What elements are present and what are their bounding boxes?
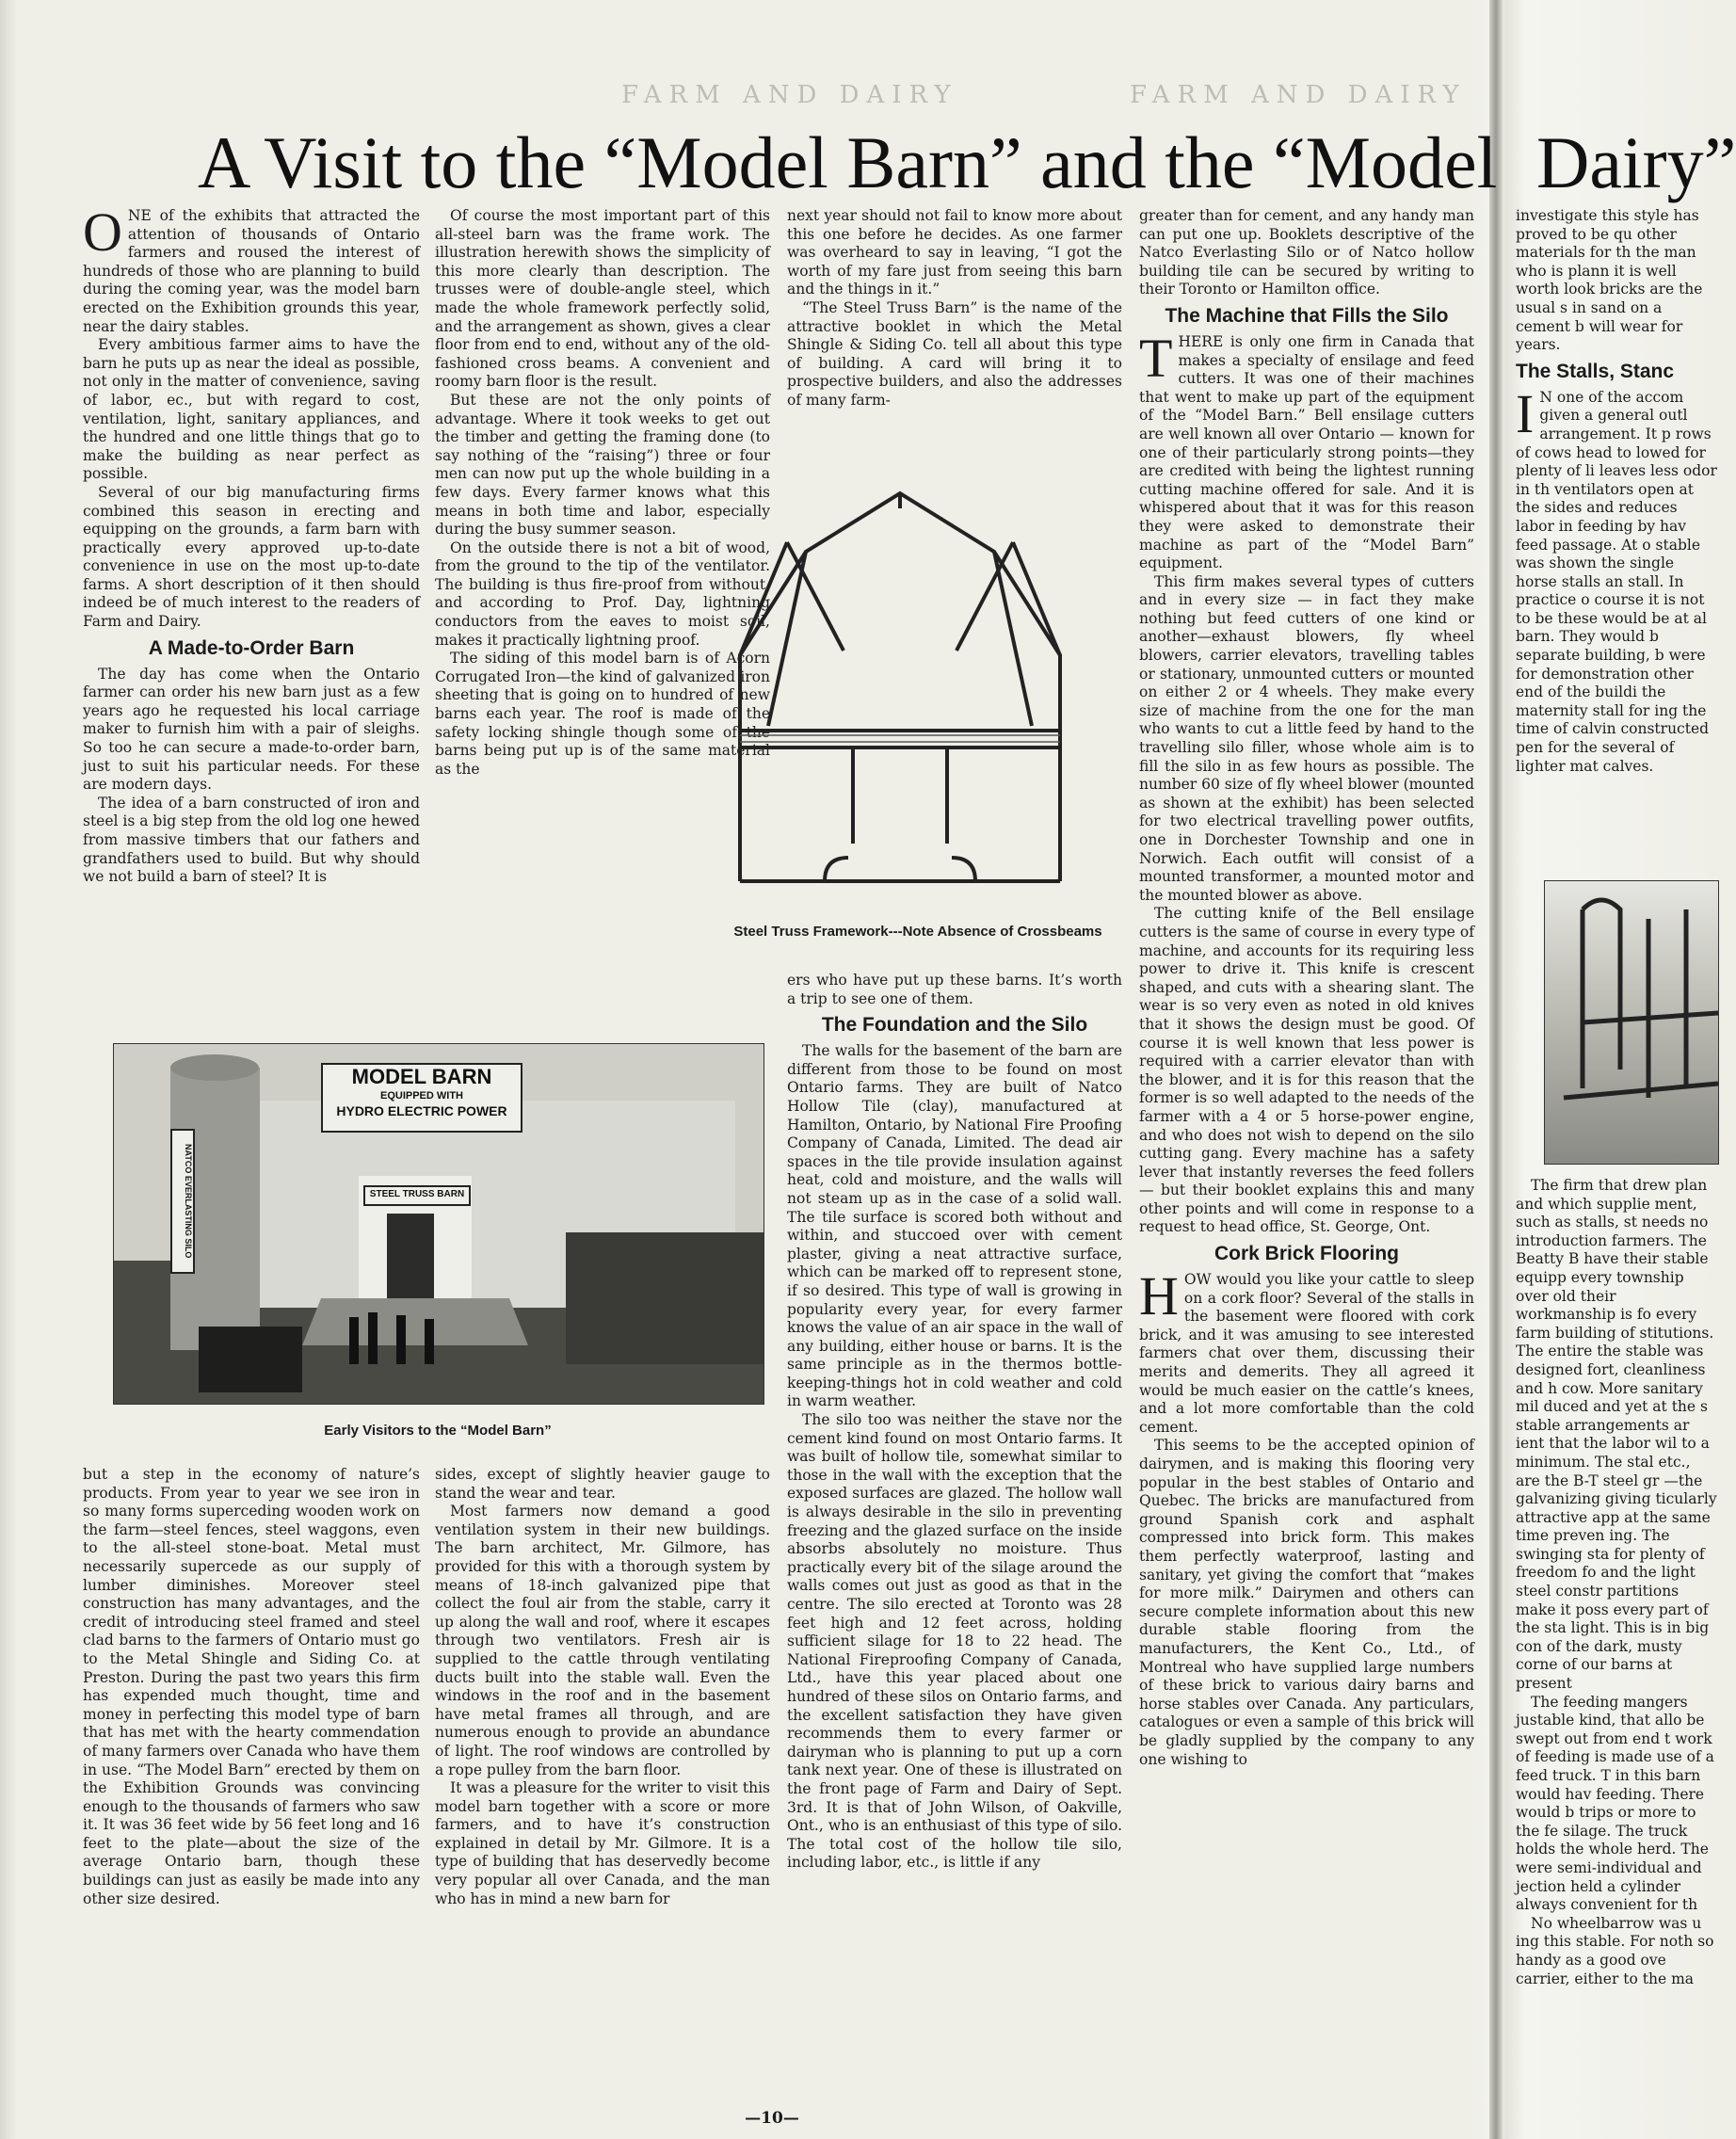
stall-photo [1544,880,1719,1165]
steel-truss-framework-figure [731,486,1098,917]
drop-cap: H [1139,1265,1179,1327]
paragraph: Of course the most important part of this all-steel barn was the frame work. The illustration herewith shows the simplicity of this more clearly than description. The trusses were of double-angle steel, which made the whole framework perfectly solid, and the arrangement as shown, gives a clear floor from end to end, without any of the old-fashioned cross beams. A convenient and roomy barn floor is the result. [435,207,770,391]
paragraph: But these are not the only points of advantage. Where it took weeks to get out the timber and getting the framing done (to say nothing of the “raising”) three or four men can now put up the whole building in a few days. Every farmer knows what this means in both time and labor, especially during the busy summer season. [435,391,770,539]
paragraph: HOW would you like your cattle to sleep on a cork floor? Several of the stalls in the basement were floored with cork brick, and it was amusing to see interested farmers chat over them, discussing their merits and demerits. They all agreed it would be much easier on the cattle’s knees, and a lot more comfortable than the cold cement. [1139,1265,1474,1436]
figure-caption: Steel Truss Framework---Note Absence of Crossbeams [733,924,1102,940]
paragraph: I N one of the accom given a general outl arrangement. It p rows of cows head to lowed for plenty of li leaves less odor in th ventilators open at the sides and reduces labor in feeding by hav feed passage. At o stable was shown the single horse stalls an stall. In practice o course it is not to be these would be at al barn. They would b separate building, b were for demonstration other end of the buildi the maternity stall for ing the time of calvin constructed pen for the several of lighter mat calves. [1516,382,1717,775]
sign-line: MODEL BARN [351,1065,492,1088]
subheading: The Stalls, Stanc [1516,360,1675,382]
photo-caption: Early Visitors to the “Model Barn” [324,1423,552,1439]
paragraph: It was a pleasure for the writer to visit this model barn together with a score or more farmers, and to have it’s construction explained in detail by Mr. Gilmore. It is a type of building that has deservedly become very popular all over Canada, and the man who has in mind a new barn for [435,1779,770,1907]
paragraph: The cutting knife of the Bell ensilage cutters is the same of course in every type of machine, and accounts for its requiring less power to drive it. This knife is crescent shaped, and cuts with a shearing slant. The wear is so very even as noted in old knives that it shows the design must be good. Of course it is well known that less power is required with a carrier elevator than with the blower, and it is for this reason that the former is so well adapted to the needs of the farmer with a 4 or 5 horse-power engine, and who does not wish to depend on the silo cutting gang. Every machine has a safety lever that instantly reverses the feed follers — but their booklet explains this and many other points and will come in response to a request to head office, St. George, Ont. [1139,905,1474,1236]
column-1-bottom [83,1466,420,2106]
column-2-top [435,207,770,778]
paragraph: This seems to be the accepted opinion of dairymen, and is making this flooring very popular in the best stables of Ontario and Quebec. The bricks are manufactured from ground Spanish cork and asphalt compressed into brick form. This makes them perfectly waterproof, lasting and sanitary, yet giving the comfort that “makes for more milk.” Dairymen and others can secure complete information about this new durable stable flooring from the manufacturers, the Kent Co., Ltd., of Montreal who have supplied large numbers of these brick to various dairy barns and horse stables over Canada. Any particulars, catalogues or even a sample of this brick will be gladly supplied by the company to any one wishing to [1139,1437,1474,1768]
running-head-left: FARM AND DAIRY [621,81,958,109]
stall-illustration [1545,881,1718,1164]
paragraph: next year should not fail to know more about this one before he decides. As one farmer was overheard to say in leaving, “I got the worth of my fare just from seeing this barn and the things in it.” [787,207,1122,298]
page-number: —10— [745,2109,799,2128]
column-1-top [83,201,420,886]
paragraph: but a step in the economy of nature’s products. From year to year we see iron in so many forms superceding wooden work on the farm—steel fences, steel waggons, even to the all-steel stone-boat. Metal must necessarily supercede as our supply of lumber diminishes. Moreover steel construction has many advantages, and the credit of introducing steel framed and steel clad barns to the farmers of Ontario must go to the Metal Shingle and Siding Co. at Preston. During the past two years this firm has expended much thought, time and money in perfecting this model type of barn that has met with the hearty commendation of many farmers over Canada who have them in use. “The Model Barn” erected by them on the Exhibition Grounds was convincing enough to the thousands of farmers who saw it. It was 36 feet wide by 56 feet long and 16 feet to the plate—about the size of the average Ontario barn, though these buildings can just as easily be made into any other size desired. [83,1466,420,1907]
column-5-bottom [1516,1177,1717,2109]
drop-cap: T [1139,327,1173,389]
paragraph: No wheelbarrow was u ing this stable. For noth so handy as a good ove carrier, either to the ma [1516,1914,1714,1987]
model-barn-photo [113,1043,764,1405]
column-4 [1139,207,1474,2101]
column-3-bottom [787,972,1122,2101]
sign-line: EQUIPPED WITH [379,1090,463,1102]
paragraph: The firm that drew plan and which supplie ment, such as stalls, st needs no introduction farmers. The Beatty B have their stable equipp every township over old their workmanship is fo every farm building of stitutions. The entire the stable was designed fort, cleanliness and h cow. More sanitary mil duced and yet at the s stable arrangements ar ient that the labor wil to a minimum. The stal etc., are the B-T steel gr —the galvanizing giving ticularly attractive app at the same time preven ing. The swinging sta for plenty of freedom fo and the light steel constr partitions make it poss every part of the sta light. This is in big con of the dark, musty corne of our barns at present [1516,1177,1717,1693]
paragraph: The walls for the basement of the barn are different from those to be found on most Ontario farms. They are built of Natco Hollow Tile (clay), manufactured at Hamilton, Ontario, by National Fire Proofing Company of Canada, Limited. The dead air spaces in the tile provide insulation against heat, cold and moisture, and the walls will not steam up as in the case of a solid wall. The tile surface is scored both without and within, and stuccoed over with cement plaster, giving a neat attractive surface, which can be marked off to represent stone, if so desired. This type of wall is growing in popularity every year, for every farmer knows the value of an air space in the wall of any building, either house or barns. It is the same principle as in the thermos bottle-keeping-things hot in cold weather and cold in warm weather. [787,1042,1122,1410]
page-title: A Visit to the “Model Barn” and the “Model [198,121,1498,203]
paragraph: Several of our big manufacturing firms combined this season in erecting and equipping on the grounds, a farm barn with practically every approved up-to-date convenience in use on the most up-to-date farms. A short description of it then should indeed be of much interest to the readers of Farm and Dairy. [83,483,420,631]
drop-cap: I [1516,382,1535,444]
paragraph: ONE of the exhibits that attracted the attention of thousands of Ontario farmers and roused the interest of hundreds of those who are planning to build during the coming year, was the model barn erected on the Exhibition grounds this year, near the dairy stables. [83,201,420,335]
paragraph: “The Steel Truss Barn” is the name of the attractive booklet in which the Metal Shingle & Siding Co. tell all about this type of building. A card will bring it to prospective builders, and also the addresses of many farm- [787,298,1122,409]
paragraph: greater than for cement, and any handy man can put one up. Booklets descriptive of the Natco Everlasting Silo or of Natco hollow building tile can be secured by writing to their Toronto or Hamilton office. [1139,207,1474,298]
paragraph: The feeding mangers justable kind, that allo be swept out from end t work of feeding is made use of a feed truck. T in this barn would hav feeding. There would b trips or more to the fe silage. The truck holds the whole herd. The were semi-individual and jection held a cylinder always convenient for th [1516,1693,1714,1914]
paragraph: Every ambitious farmer aims to have the barn he puts up as near the ideal as possible, not only in the matter of convenience, saving of labor, ec., but with regard to cost, ventilation, light, sanitary appliances, and the hundred and one little things that go to make the building as near perfect as possible. [83,336,420,483]
silo-sign: NATCO EVERLASTING SILO [170,1129,195,1274]
subheading: A Made-to-Order Barn [148,636,355,659]
column-3-top [787,207,1122,429]
drop-cap: O [83,201,122,263]
paragraph: ers who have put up these barns. It’s worth a trip to see one of them. [787,972,1122,1007]
paragraph: The idea of a barn constructed of iron and steel is a big step from the old log one hewed from massive timbers that our fathers and grandfathers used to build. But why should we not build a barn of steel? It is [83,794,420,886]
paragraph: sides, except of slightly heavier gauge to stand the wear and tear. [435,1466,770,1502]
sign-line: HYDRO ELECTRIC POWER [336,1103,507,1118]
page-title-continued: Dairy” [1536,121,1736,203]
paragraph: The day has come when the Ontario farmer can order his new barn just as a few years ago he requested his local carriage maker to furnish him with a pair of sleighs. So too he can secure a made-to-order barn, just to suit his particular needs. For these are modern days. [83,665,420,794]
column-2-bottom [435,1466,770,2106]
paragraph: The siding of this model barn is of Acorn Corrugated Iron—the kind of galvanized iron sheeting that is going on to hundred of new barns each year. The roof is made of the safety locking shingle though some of the barns being put up is of the same material as the [435,650,770,778]
subheading: The Foundation and the Silo [821,1014,1088,1037]
paragraph: investigate this style has proved to be qu other materials for th the man who is plann it is well worth look bricks are the usual s in sand on a cement b will wear for years. [1516,207,1703,354]
door-sign: STEEL TRUSS BARN [363,1185,471,1206]
paragraph: The silo too was neither the stave nor the cement kind found on most Ontario farms. It was built of hollow tile, somewhat similar to those in the wall with the exception that the exposed surfaces are glazed. The hollow wall is always desirable in the silo in preventing freezing and the glazed surface on the inside absorbs absolutely no moisture. Thus practically every bit of the silage around the walls comes out just as good as that in the centre. The silo erected at Toronto was 28 feet high and 12 feet across, holding sufficient silage for 18 to 22 head. The National Fireproofing Company of Canada, Ltd., have this year placed about one hundred of these silos on Ontario farms, and the excellent satisfaction they have given recommends them to every farmer or dairyman who is planning to put up a corn tank next year. One of these is illustrated on the front page of Farm and Dairy of Sept. 3rd. It is that of John Wilson, of Oakville, Ont., who is an enthusiast of this type of silo. The total cost of the hollow tile silo, including labor, etc., is little if any [787,1411,1122,1872]
running-head-right: FARM AND DAIRY [1130,81,1467,109]
subheading: The Machine that Fills the Silo [1165,304,1449,327]
column-5-top [1516,207,1717,885]
paragraph: Most farmers now demand a good ventilation system in their new buildings. The barn architect, Mr. Gilmore, has provided for this with a thorough system by means of 18-inch galvanized pipe that collect the foul air from the stable, carry it up along the wall and roof, where it escapes through two ventilators. Fresh air is supplied to the cattle through ventilating ducts built into the stable wall. Even the windows in the roof and in the basement have metal frames all through, and are numerous enough to provide an abundance of light. The roof windows are controlled by a rope pulley from the barn floor. [435,1503,770,1778]
paragraph: This firm makes several types of cutters and in every size — in fact they make nothing but feed cutters of one kind or another—exhaust blowers, fly wheel blowers, carrier elevators, travelling tables or stationary, unmounted cutters or mounted on either 2 or 4 wheels. They make every size of machine from the one for the man who wants to cut a little feed by hand to the travelling silo filler, whose whole aim is to fill the silo in as few hours as possible. The number 60 size of fly wheel blower (mounted as shown at the exhibit) has been selected for two electrical travelling power outfits, one in Dorchester Township and one in Norwich. Each outfit will consist of a mounted transformer, a mounted motor and the mounted blower as above. [1139,572,1474,904]
subheading: Cork Brick Flooring [1214,1243,1400,1265]
model-barn-sign [321,1063,522,1133]
paragraph: THERE is only one firm in Canada that makes a specialty of ensilage and feed cutters. It was one of their machines that went to make up part of the equipment of the “Model Barn.” Bell ensilage cutters are well known all over Ontario — known for one of their particularly strong points—they are credited with being the lightest running cutting machine offered for sale. And it is whispered about that it was for this reason they were asked to demonstrate their machine as part of the “Model Barn” equipment. [1139,327,1474,572]
paragraph: On the outside there is not a bit of wood, from the ground to the tip of the ventilator. The building is thus fire-proof from without, and according to Prof. Day, lightning conductors from the eaves to moist soil, makes it practically lightning proof. [435,539,770,649]
page-gutter [1489,0,1503,2139]
